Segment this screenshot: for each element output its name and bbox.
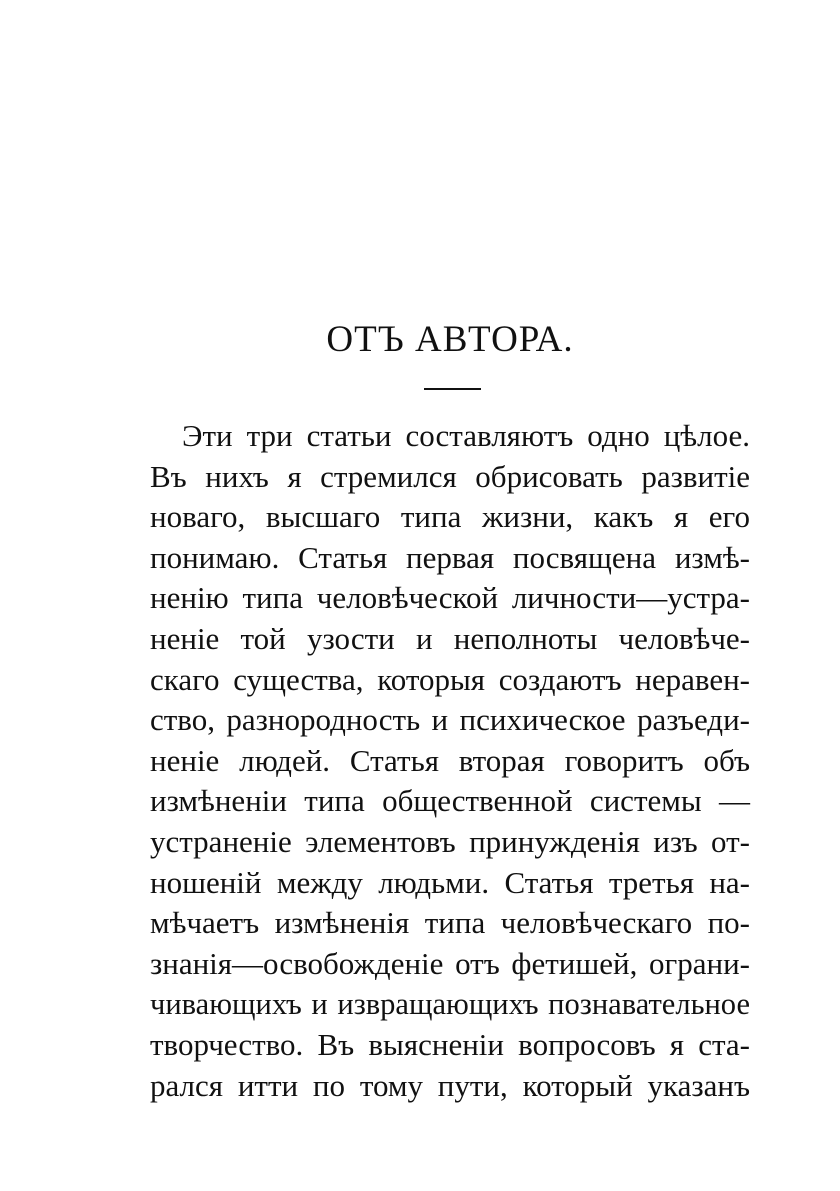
text-line: скаго существа, которыя создаютъ неравен- bbox=[150, 661, 750, 697]
text-line: Въ нихъ я стремился обрисовать развитіе bbox=[150, 458, 750, 494]
text-line: мѣчаетъ измѣненія типа человѣческаго по- bbox=[150, 905, 750, 941]
text-line: ношеній между людьми. Статья третья на- bbox=[150, 864, 750, 900]
text-line: ненію типа человѣческой личности—устра- bbox=[150, 580, 750, 616]
text-line: Эти три статьи составляютъ одно цѣлое. bbox=[182, 418, 750, 453]
text-line: новаго, высшаго типа жизни, какъ я его bbox=[150, 499, 750, 535]
body-text bbox=[150, 416, 750, 1106]
text-line: устраненіе элементовъ принужденія изъ от- bbox=[150, 823, 750, 859]
text-line: неніе той узости и неполноты человѣче- bbox=[150, 620, 750, 656]
text-line: ство, разнородность и психическое разъеди- bbox=[150, 702, 750, 738]
text-line: измѣненіи типа общественной системы — bbox=[150, 783, 750, 819]
text-line: знанія—освобожденіе отъ фетишей, ограни- bbox=[150, 945, 750, 981]
text-line: понимаю. Статья первая посвящена измѣ- bbox=[150, 539, 750, 575]
text-line: чивающихъ и извращающихъ познавательное bbox=[150, 987, 750, 1022]
page-heading: ОТЪ АВТОРА. bbox=[326, 319, 574, 360]
text-line: неніе людей. Статья вторая говоритъ объ bbox=[150, 742, 750, 778]
heading-rule bbox=[424, 388, 481, 390]
text-line: рался итти по тому пути, который указанъ bbox=[150, 1067, 750, 1103]
text-line: творчество. Въ выясненіи вопросовъ я ста- bbox=[150, 1026, 750, 1062]
